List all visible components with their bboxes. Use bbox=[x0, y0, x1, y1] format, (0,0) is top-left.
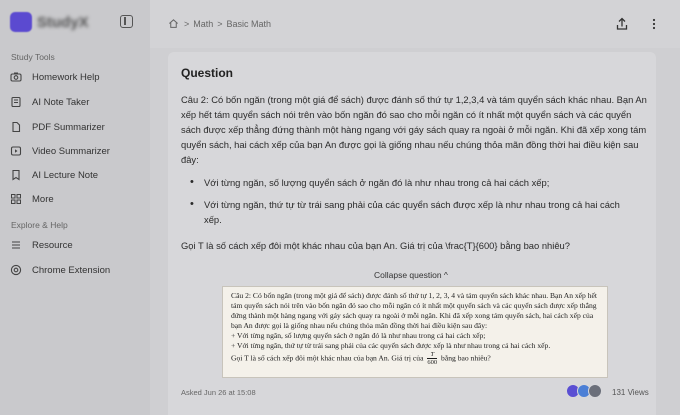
breadcrumb bbox=[168, 18, 275, 29]
sidebar-item-ai-lecture-note[interactable] bbox=[10, 166, 98, 184]
sidebar-item-label: Video Summarizer bbox=[32, 145, 110, 157]
question-condition-item: • Với từng ngăn, thứ tự từ trái sang phải của các quyển sách được xếp là như nhau trong cả hai cách xếp. bbox=[190, 197, 640, 227]
scan-prompt-end: bằng bao nhiêu? bbox=[441, 353, 491, 363]
sidebar bbox=[0, 0, 150, 415]
note-icon bbox=[10, 96, 22, 108]
view-count: 131 Views bbox=[612, 388, 649, 397]
breadcrumb-sep: > bbox=[217, 18, 223, 29]
sidebar-toggle-icon[interactable] bbox=[120, 15, 133, 28]
scan-prompt bbox=[231, 351, 603, 366]
scan-prompt-start: Gọi T là số cách xếp đôi một khác nhau của bạn An. Giá trị của bbox=[231, 353, 424, 363]
more-options-icon[interactable] bbox=[646, 16, 662, 32]
question-title: Question bbox=[181, 66, 234, 80]
sidebar-item-label: AI Note Taker bbox=[32, 96, 90, 108]
file-icon bbox=[10, 121, 22, 133]
question-card bbox=[168, 52, 656, 415]
scan-condition-item: + Với từng ngăn, số lượng quyển sách ở ngăn đó là như nhau trong cả hai cách xếp; bbox=[231, 331, 486, 340]
sidebar-item-label: Resource bbox=[32, 239, 73, 251]
grid-icon bbox=[10, 193, 22, 205]
avatar bbox=[588, 384, 602, 398]
sidebar-item-label: More bbox=[32, 193, 54, 205]
question-photo[interactable] bbox=[222, 286, 608, 378]
sidebar-item-label: Chrome Extension bbox=[32, 264, 111, 276]
sidebar-item-label: PDF Summarizer bbox=[32, 121, 105, 133]
camera-icon bbox=[10, 71, 22, 83]
sidebar-item-video-summarizer[interactable] bbox=[10, 142, 110, 160]
sidebar-item-more[interactable] bbox=[10, 190, 54, 208]
top-bar bbox=[150, 0, 680, 48]
sidebar-item-homework-help[interactable] bbox=[10, 68, 100, 86]
chrome-icon bbox=[10, 264, 22, 276]
brand-name: StudyX bbox=[37, 13, 89, 31]
bookmark-icon bbox=[10, 169, 22, 181]
scan-paragraph: Câu 2: Có bốn ngăn (trong một giá để sách) được đánh số thứ tự 1, 2, 3, 4 và tám quyển sách khác nhau. Bạn An xếp hết tám quyển sách nói trên vào bốn ngăn đó sao cho mỗi ngăn có ít nhất một quyển sách và các quyển sách được xếp thẳng đứng thành một hàng ngang với gáy sách quay ra ngoài ở mỗi ngăn. Khi đã xếp xong tám quyển sách, hai cách xếp của bạn An được gọi là giống nhau nếu chúng thỏa mãn đồng thời hai điều kiện sau đây: bbox=[231, 291, 598, 330]
question-condition-item: • Với từng ngăn, số lượng quyển sách ở ngăn đó là như nhau trong cả hai cách xếp; bbox=[190, 175, 640, 190]
fraction-denominator: 600 bbox=[427, 359, 438, 366]
asked-timestamp: Asked Jun 26 at 15:08 bbox=[181, 388, 256, 397]
fraction bbox=[427, 351, 437, 366]
logo-icon bbox=[10, 12, 32, 32]
video-icon bbox=[10, 145, 22, 157]
section-explore-help: Explore & Help bbox=[11, 220, 68, 230]
sidebar-item-ai-note-taker[interactable] bbox=[10, 93, 89, 111]
question-conditions bbox=[190, 175, 640, 234]
breadcrumb-basic-math[interactable]: Basic Math bbox=[226, 18, 272, 29]
breadcrumb-sep: > bbox=[184, 18, 190, 29]
brand-logo[interactable] bbox=[10, 12, 89, 32]
fraction-numerator: T bbox=[427, 351, 437, 359]
collapse-question-button[interactable]: Collapse question ^ bbox=[374, 270, 448, 280]
resource-icon bbox=[10, 239, 22, 251]
sidebar-item-pdf-summarizer[interactable] bbox=[10, 118, 105, 136]
question-photo-text bbox=[231, 291, 603, 366]
home-icon[interactable] bbox=[168, 18, 179, 29]
sidebar-item-chrome-extension[interactable] bbox=[10, 261, 110, 279]
sidebar-item-resource[interactable] bbox=[10, 236, 73, 254]
share-icon[interactable] bbox=[614, 16, 630, 32]
question-prompt: Gọi T là số cách xếp đôi một khác nhau của bạn An. Giá trị của \frac{T}{600} bằng bao nhiêu? bbox=[181, 240, 570, 251]
section-study-tools: Study Tools bbox=[11, 52, 55, 62]
sidebar-item-label: AI Lecture Note bbox=[32, 169, 99, 181]
viewer-avatars bbox=[566, 384, 602, 398]
sidebar-item-label: Homework Help bbox=[32, 71, 100, 83]
scan-condition-item: + Với từng ngăn, thứ tự từ trái sang phải của các quyển sách được xếp là như nhau trong cả hai cách xếp. bbox=[231, 341, 551, 350]
question-body: Câu 2: Có bốn ngăn (trong một giá để sách) được đánh số thứ tự 1,2,3,4 và tám quyển sách khác nhau. Bạn An xếp hết tám quyển sách nói trên vào bốn ngăn đó sao cho mỗi ngăn có ít nhất một quyển sách và các quyển sách được xếp thẳng đứng thành một hàng ngang với gáy sách quay ra ngoài ở mỗi ngăn. Khi đã xếp xong tám quyển sách, hai cách xếp của bạn An được gọi là giống nhau nếu chúng thỏa mãn đồng thời hai điều kiện sau đây: bbox=[181, 94, 647, 165]
breadcrumb-math[interactable]: Math bbox=[193, 18, 214, 29]
